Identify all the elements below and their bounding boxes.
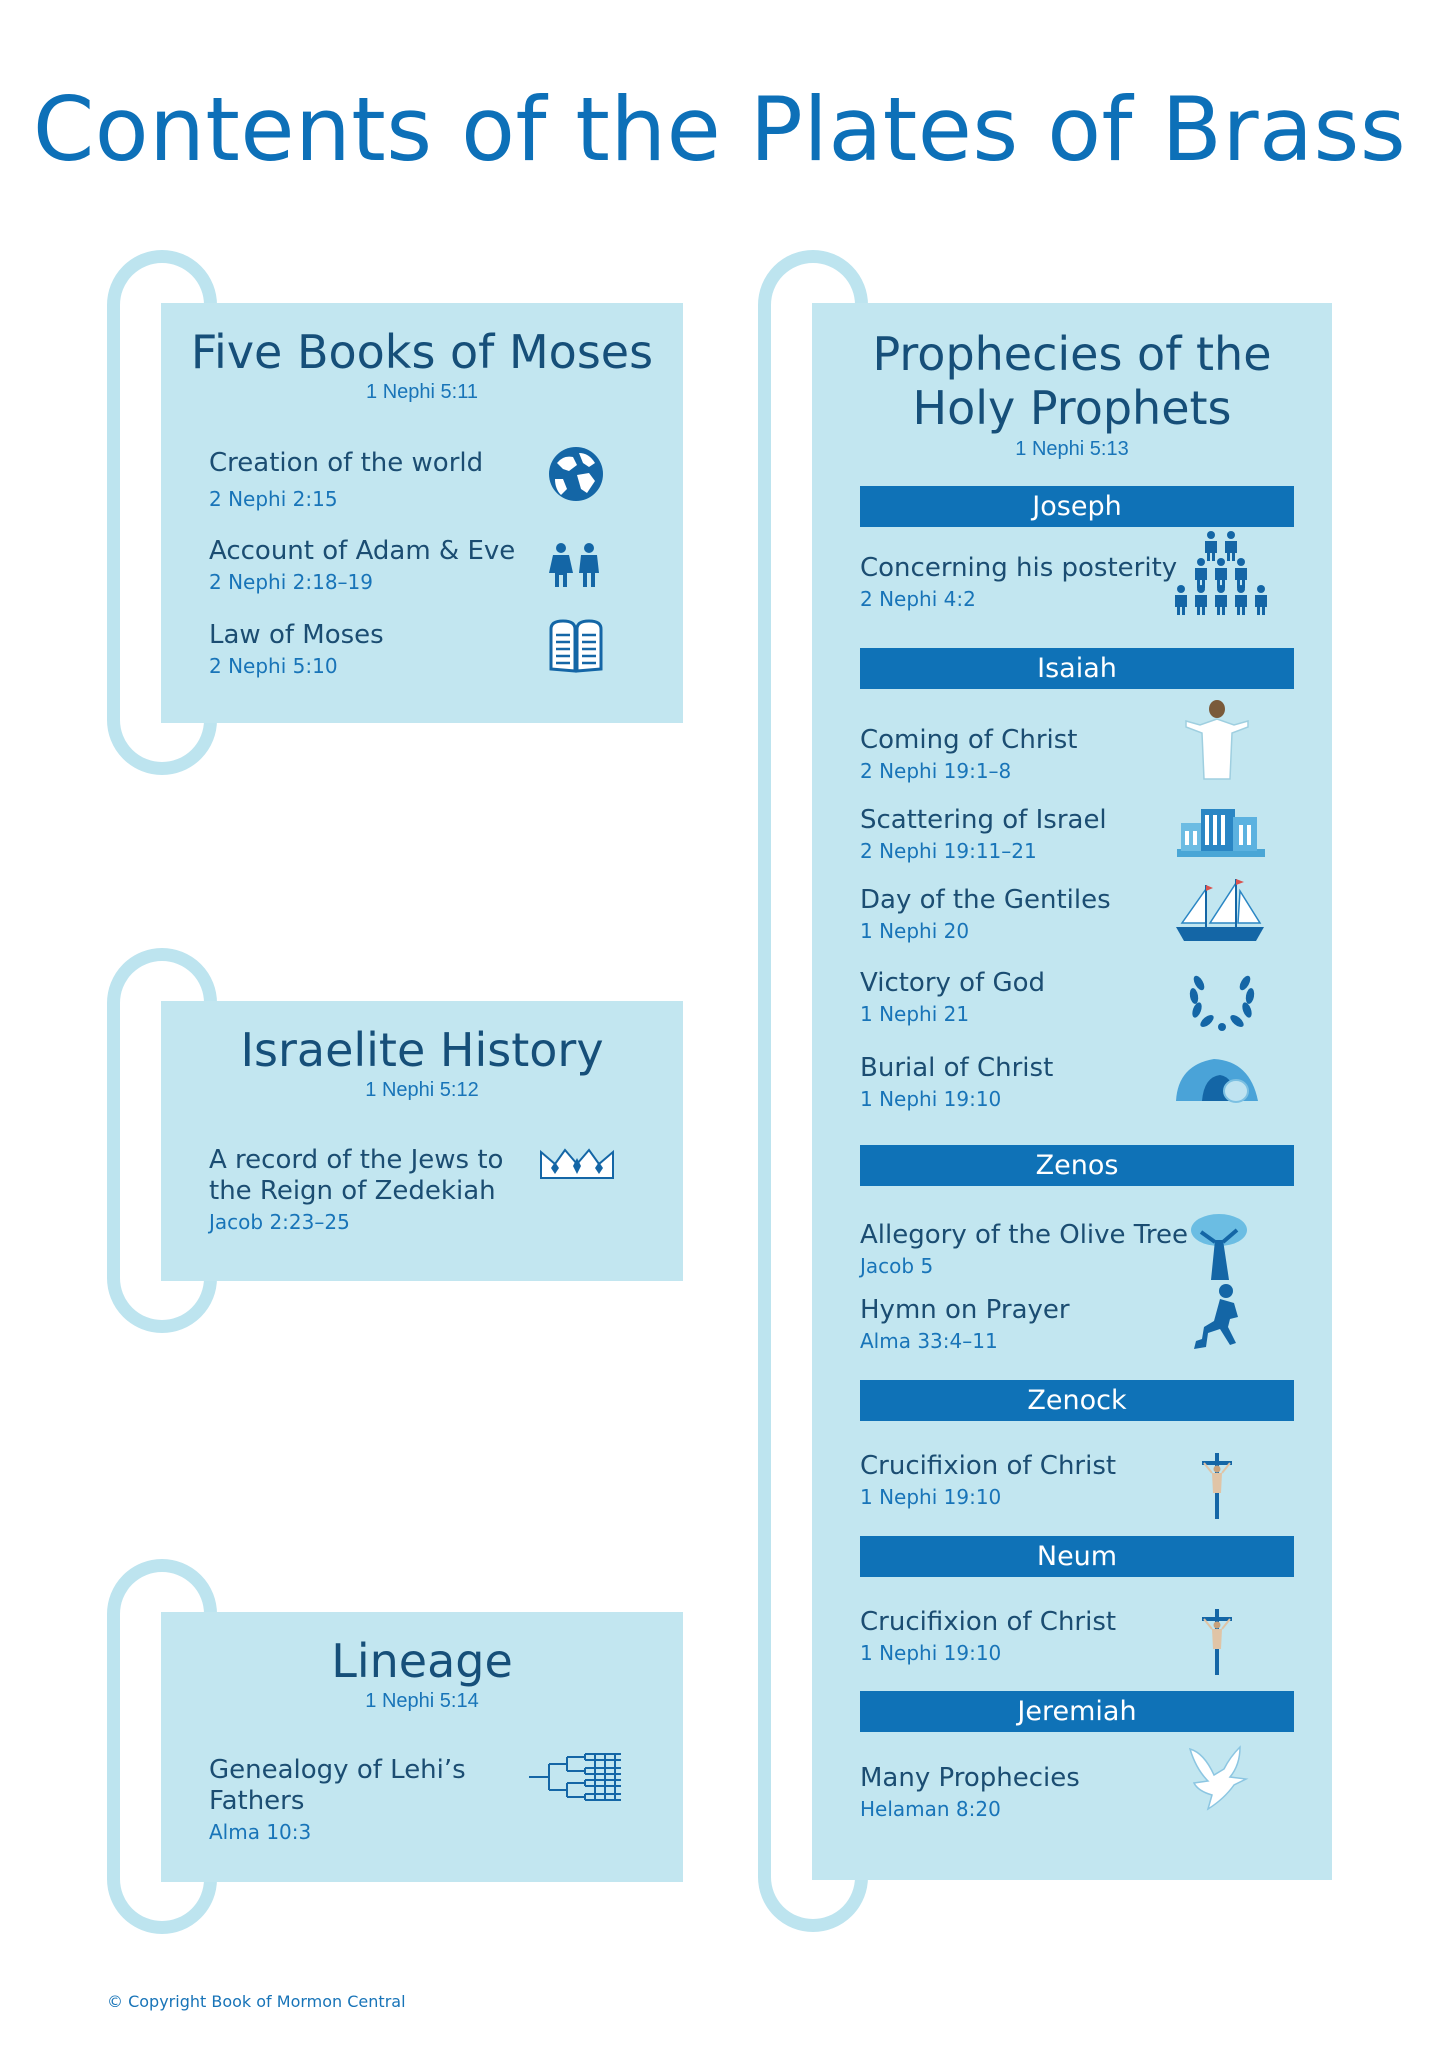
item-ref: 2 Nephi 4:2 — [860, 587, 976, 612]
section-header-isaiah: Isaiah — [860, 648, 1294, 689]
item-ref: 2 Nephi 2:15 — [209, 487, 338, 512]
section-header-zenock: Zenock — [860, 1380, 1294, 1421]
crucifix-icon — [1200, 1609, 1234, 1675]
dove-icon — [1184, 1743, 1256, 1815]
item-ref: 1 Nephi 21 — [860, 1002, 970, 1027]
item-ref: Alma 33:4–11 — [860, 1329, 998, 1354]
panel-history — [161, 1001, 683, 1281]
panel-title: Five Books of Moses — [190, 325, 654, 379]
crown-icon — [539, 1146, 615, 1180]
panel-prophets — [812, 303, 1332, 1880]
panel-ref: 1 Nephi 5:13 — [1015, 437, 1129, 460]
panel-title-line1: Prophecies of the — [872, 327, 1272, 381]
item-ref: Alma 10:3 — [209, 1820, 312, 1845]
item-ref: Helaman 8:20 — [860, 1797, 1001, 1822]
panel-ref: 1 Nephi 5:12 — [365, 1079, 479, 1102]
panel-title-line2: Holy Prophets — [912, 381, 1232, 436]
item-title: A record of the Jews to the Reign of Zedekiah — [209, 1145, 504, 1207]
item-ref: Jacob 5 — [860, 1254, 934, 1279]
kneeling-prayer-icon — [1190, 1283, 1246, 1353]
tomb-icon — [1174, 1055, 1260, 1103]
panel-ref: 1 Nephi 5:11 — [366, 381, 478, 404]
panel-lineage — [161, 1612, 683, 1882]
item-title: Coming of Christ — [860, 725, 1078, 755]
section-header-jeremiah: Jeremiah — [860, 1691, 1294, 1732]
item-title: Concerning his posterity — [860, 553, 1178, 583]
olive-tree-icon — [1187, 1212, 1251, 1282]
christ-icon — [1182, 699, 1252, 781]
item-title: Law of Moses — [209, 620, 384, 650]
item-ref: 1 Nephi 19:10 — [860, 1641, 1002, 1666]
laurel-wreath-icon — [1187, 963, 1257, 1033]
item-title: Creation of the world — [209, 448, 484, 478]
item-ref: 1 Nephi 19:10 — [860, 1087, 1002, 1112]
panel-ref: 1 Nephi 5:14 — [365, 1690, 479, 1713]
item-ref: Jacob 2:23–25 — [209, 1210, 350, 1235]
copyright-footer: © Copyright Book of Mormon Central — [107, 1992, 406, 2011]
city-icon — [1175, 801, 1267, 861]
list-item — [209, 1755, 483, 1844]
item-ref: 2 Nephi 19:11–21 — [860, 839, 1037, 864]
page-title: Contents of the Plates of Brass — [32, 78, 1407, 181]
panel-title: Israelite History — [240, 1023, 604, 1077]
item-ref: 2 Nephi 19:1–8 — [860, 759, 1012, 784]
item-title: Crucifixion of Christ — [860, 1607, 1117, 1637]
globe-icon — [547, 445, 605, 503]
item-ref: 1 Nephi 19:10 — [860, 1485, 1002, 1510]
item-ref: 2 Nephi 5:10 — [209, 654, 338, 679]
item-title: Many Prophecies — [860, 1763, 1080, 1793]
section-header-joseph: Joseph — [860, 486, 1294, 527]
item-title: Day of the Gentiles — [860, 885, 1111, 915]
list-item — [209, 1145, 533, 1234]
man-woman-icon — [547, 543, 603, 589]
item-title: Allegory of the Olive Tree — [860, 1220, 1188, 1250]
family-tree-icon — [527, 1752, 623, 1802]
item-title: Hymn on Prayer — [860, 1295, 1070, 1325]
stone-tablets-icon — [547, 619, 605, 675]
panel-moses — [161, 303, 683, 723]
panel-title: Lineage — [331, 1634, 513, 1688]
ship-icon — [1172, 875, 1268, 945]
item-title: Scattering of Israel — [860, 805, 1107, 835]
people-pyramid-icon — [1175, 531, 1273, 617]
item-title: Crucifixion of Christ — [860, 1451, 1117, 1481]
item-title: Victory of God — [860, 968, 1046, 998]
item-ref: 2 Nephi 2:18–19 — [209, 570, 373, 595]
item-ref: 1 Nephi 20 — [860, 919, 970, 944]
item-title: Genealogy of Lehi’s Fathers — [209, 1755, 466, 1817]
section-header-zenos: Zenos — [860, 1145, 1294, 1186]
item-title: Account of Adam & Eve — [209, 536, 516, 566]
section-header-neum: Neum — [860, 1536, 1294, 1577]
crucifix-icon — [1200, 1453, 1234, 1519]
item-title: Burial of Christ — [860, 1053, 1054, 1083]
